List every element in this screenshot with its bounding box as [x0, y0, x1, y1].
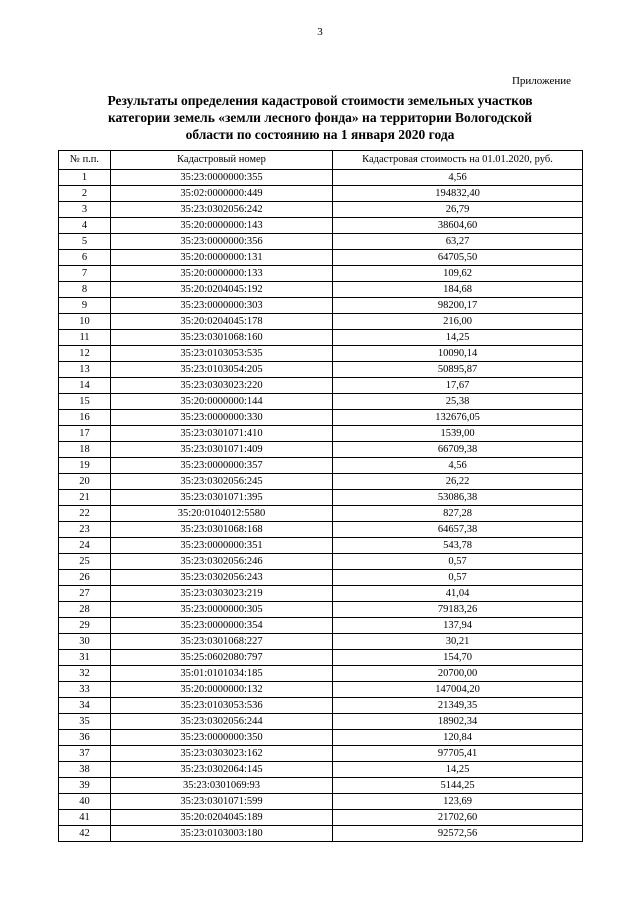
- row-number-cell: 36: [59, 730, 111, 746]
- table-header-row: [59, 151, 583, 170]
- cadastral-number-cell: 35:20:0204045:178: [111, 314, 333, 330]
- table-row: [59, 442, 583, 458]
- appendix-label: Приложение: [511, 75, 571, 87]
- cadastral-value-cell: 97705,41: [333, 746, 583, 762]
- row-number-cell: 22: [59, 506, 111, 522]
- table-row: [59, 522, 583, 538]
- row-number-cell: 34: [59, 698, 111, 714]
- table-body: [59, 170, 583, 842]
- cadastral-number-cell: 35:23:0301068:160: [111, 330, 333, 346]
- cadastral-number-cell: 35:23:0301071:599: [111, 794, 333, 810]
- row-number-cell: 14: [59, 378, 111, 394]
- cadastral-number-cell: 35:23:0000000:356: [111, 234, 333, 250]
- table-row: [59, 394, 583, 410]
- cadastral-value-cell: 66709,38: [333, 442, 583, 458]
- table-row: [59, 746, 583, 762]
- cadastral-number-cell: 35:23:0301071:410: [111, 426, 333, 442]
- table-row: [59, 714, 583, 730]
- cadastral-number-cell: 35:23:0000000:303: [111, 298, 333, 314]
- cadastral-value-cell: 38604,60: [333, 218, 583, 234]
- cadastral-value-cell: 20700,00: [333, 666, 583, 682]
- row-number-cell: 9: [59, 298, 111, 314]
- table-row: [59, 730, 583, 746]
- row-number-cell: 31: [59, 650, 111, 666]
- cadastral-value-cell: 5144,25: [333, 778, 583, 794]
- table-row: [59, 490, 583, 506]
- cadastral-value-table: [58, 150, 583, 842]
- table-row: [59, 602, 583, 618]
- table-row: [59, 634, 583, 650]
- table-row: [59, 666, 583, 682]
- cadastral-number-cell: 35:23:0103054:205: [111, 362, 333, 378]
- cadastral-number-cell: 35:25:0602080:797: [111, 650, 333, 666]
- table-row: [59, 794, 583, 810]
- header-cadastral-value: Кадастровая стоимость на 01.01.2020, руб.: [333, 151, 583, 170]
- row-number-cell: 37: [59, 746, 111, 762]
- title-line-1: Результаты определения кадастровой стоимости земельных участков: [107, 93, 533, 108]
- cadastral-value-cell: 41,04: [333, 586, 583, 602]
- cadastral-value-cell: 154,70: [333, 650, 583, 666]
- page-number: 3: [317, 26, 323, 38]
- cadastral-value-cell: 0,57: [333, 554, 583, 570]
- table-row: [59, 346, 583, 362]
- cadastral-value-cell: 216,00: [333, 314, 583, 330]
- table-row: [59, 618, 583, 634]
- cadastral-value-cell: 92572,56: [333, 826, 583, 842]
- cadastral-number-cell: 35:23:0000000:350: [111, 730, 333, 746]
- row-number-cell: 19: [59, 458, 111, 474]
- cadastral-number-cell: 35:23:0000000:354: [111, 618, 333, 634]
- cadastral-number-cell: 35:23:0301069:93: [111, 778, 333, 794]
- cadastral-value-cell: 0,57: [333, 570, 583, 586]
- row-number-cell: 28: [59, 602, 111, 618]
- table-row: [59, 762, 583, 778]
- table-row: [59, 378, 583, 394]
- row-number-cell: 18: [59, 442, 111, 458]
- cadastral-number-cell: 35:23:0302056:242: [111, 202, 333, 218]
- cadastral-value-cell: 17,67: [333, 378, 583, 394]
- cadastral-value-cell: 543,78: [333, 538, 583, 554]
- cadastral-number-cell: 35:23:0303023:162: [111, 746, 333, 762]
- cadastral-value-cell: 18902,34: [333, 714, 583, 730]
- cadastral-value-cell: 184,68: [333, 282, 583, 298]
- title-line-3: области по состоянию на 1 января 2020 года: [185, 127, 455, 142]
- row-number-cell: 25: [59, 554, 111, 570]
- cadastral-number-cell: 35:23:0103053:536: [111, 698, 333, 714]
- table-row: [59, 682, 583, 698]
- cadastral-value-cell: 4,56: [333, 170, 583, 186]
- row-number-cell: 13: [59, 362, 111, 378]
- row-number-cell: 30: [59, 634, 111, 650]
- cadastral-value-cell: 26,79: [333, 202, 583, 218]
- row-number-cell: 20: [59, 474, 111, 490]
- table-row: [59, 410, 583, 426]
- table-row: [59, 554, 583, 570]
- cadastral-value-cell: 132676,05: [333, 410, 583, 426]
- table-row: [59, 330, 583, 346]
- cadastral-value-cell: 64705,50: [333, 250, 583, 266]
- row-number-cell: 23: [59, 522, 111, 538]
- table-row: [59, 250, 583, 266]
- cadastral-number-cell: 35:23:0000000:305: [111, 602, 333, 618]
- cadastral-number-cell: 35:23:0303023:220: [111, 378, 333, 394]
- cadastral-value-cell: 147004,20: [333, 682, 583, 698]
- header-row-number: № п.п.: [59, 151, 111, 170]
- cadastral-value-cell: 120,84: [333, 730, 583, 746]
- table-row: [59, 698, 583, 714]
- row-number-cell: 17: [59, 426, 111, 442]
- row-number-cell: 6: [59, 250, 111, 266]
- row-number-cell: 24: [59, 538, 111, 554]
- row-number-cell: 2: [59, 186, 111, 202]
- row-number-cell: 1: [59, 170, 111, 186]
- table-row: [59, 186, 583, 202]
- table-row: [59, 570, 583, 586]
- row-number-cell: 5: [59, 234, 111, 250]
- title-line-2: категории земель «земли лесного фонда» на территории Вологодской: [107, 110, 533, 125]
- cadastral-value-cell: 194832,40: [333, 186, 583, 202]
- cadastral-number-cell: 35:20:0204045:189: [111, 810, 333, 826]
- cadastral-value-cell: 137,94: [333, 618, 583, 634]
- cadastral-number-cell: 35:23:0000000:351: [111, 538, 333, 554]
- row-number-cell: 27: [59, 586, 111, 602]
- table-row: [59, 474, 583, 490]
- cadastral-value-cell: 123,69: [333, 794, 583, 810]
- cadastral-number-cell: 35:23:0302064:145: [111, 762, 333, 778]
- cadastral-number-cell: 35:20:0000000:132: [111, 682, 333, 698]
- cadastral-number-cell: 35:20:0204045:192: [111, 282, 333, 298]
- cadastral-number-cell: 35:23:0302056:244: [111, 714, 333, 730]
- cadastral-value-cell: 21349,35: [333, 698, 583, 714]
- table-row: [59, 810, 583, 826]
- cadastral-number-cell: 35:23:0301071:395: [111, 490, 333, 506]
- cadastral-number-cell: 35:01:0101034:185: [111, 666, 333, 682]
- row-number-cell: 8: [59, 282, 111, 298]
- cadastral-value-cell: 64657,38: [333, 522, 583, 538]
- cadastral-value-cell: 4,56: [333, 458, 583, 474]
- row-number-cell: 29: [59, 618, 111, 634]
- cadastral-number-cell: 35:20:0104012:5580: [111, 506, 333, 522]
- cadastral-value-cell: 109,62: [333, 266, 583, 282]
- cadastral-value-cell: 10090,14: [333, 346, 583, 362]
- table-row: [59, 314, 583, 330]
- cadastral-value-cell: 53086,38: [333, 490, 583, 506]
- table-row: [59, 650, 583, 666]
- table-row: [59, 586, 583, 602]
- cadastral-number-cell: 35:23:0302056:246: [111, 554, 333, 570]
- table-row: [59, 362, 583, 378]
- table-row: [59, 458, 583, 474]
- cadastral-value-cell: 63,27: [333, 234, 583, 250]
- cadastral-value-cell: 79183,26: [333, 602, 583, 618]
- table-row: [59, 170, 583, 186]
- row-number-cell: 4: [59, 218, 111, 234]
- table-row: [59, 298, 583, 314]
- cadastral-value-cell: 25,38: [333, 394, 583, 410]
- cadastral-value-cell: 50895,87: [333, 362, 583, 378]
- header-cadastral-number: Кадастровый номер: [111, 151, 333, 170]
- cadastral-number-cell: 35:23:0302056:243: [111, 570, 333, 586]
- document-title: [60, 92, 580, 143]
- row-number-cell: 32: [59, 666, 111, 682]
- row-number-cell: 10: [59, 314, 111, 330]
- cadastral-number-cell: 35:23:0000000:357: [111, 458, 333, 474]
- row-number-cell: 38: [59, 762, 111, 778]
- table-row: [59, 826, 583, 842]
- row-number-cell: 42: [59, 826, 111, 842]
- row-number-cell: 41: [59, 810, 111, 826]
- row-number-cell: 16: [59, 410, 111, 426]
- cadastral-number-cell: 35:20:0000000:143: [111, 218, 333, 234]
- row-number-cell: 26: [59, 570, 111, 586]
- cadastral-number-cell: 35:20:0000000:144: [111, 394, 333, 410]
- cadastral-number-cell: 35:23:0303023:219: [111, 586, 333, 602]
- cadastral-value-cell: 827,28: [333, 506, 583, 522]
- cadastral-value-cell: 14,25: [333, 330, 583, 346]
- row-number-cell: 3: [59, 202, 111, 218]
- row-number-cell: 11: [59, 330, 111, 346]
- table-row: [59, 506, 583, 522]
- row-number-cell: 21: [59, 490, 111, 506]
- cadastral-value-cell: 14,25: [333, 762, 583, 778]
- row-number-cell: 12: [59, 346, 111, 362]
- cadastral-value-cell: 26,22: [333, 474, 583, 490]
- row-number-cell: 15: [59, 394, 111, 410]
- cadastral-number-cell: 35:20:0000000:133: [111, 266, 333, 282]
- table-row: [59, 282, 583, 298]
- cadastral-number-cell: 35:23:0103053:535: [111, 346, 333, 362]
- row-number-cell: 39: [59, 778, 111, 794]
- table-row: [59, 778, 583, 794]
- table-row: [59, 218, 583, 234]
- cadastral-number-cell: 35:20:0000000:131: [111, 250, 333, 266]
- cadastral-number-cell: 35:23:0302056:245: [111, 474, 333, 490]
- cadastral-number-cell: 35:23:0301071:409: [111, 442, 333, 458]
- cadastral-number-cell: 35:02:0000000:449: [111, 186, 333, 202]
- table-row: [59, 426, 583, 442]
- cadastral-number-cell: 35:23:0301068:168: [111, 522, 333, 538]
- row-number-cell: 35: [59, 714, 111, 730]
- cadastral-value-cell: 21702,60: [333, 810, 583, 826]
- cadastral-number-cell: 35:23:0103003:180: [111, 826, 333, 842]
- cadastral-value-cell: 1539,00: [333, 426, 583, 442]
- row-number-cell: 7: [59, 266, 111, 282]
- table-row: [59, 234, 583, 250]
- cadastral-value-cell: 98200,17: [333, 298, 583, 314]
- table-row: [59, 202, 583, 218]
- table-row: [59, 266, 583, 282]
- cadastral-value-cell: 30,21: [333, 634, 583, 650]
- row-number-cell: 40: [59, 794, 111, 810]
- table-row: [59, 538, 583, 554]
- cadastral-number-cell: 35:23:0301068:227: [111, 634, 333, 650]
- cadastral-number-cell: 35:23:0000000:355: [111, 170, 333, 186]
- cadastral-number-cell: 35:23:0000000:330: [111, 410, 333, 426]
- row-number-cell: 33: [59, 682, 111, 698]
